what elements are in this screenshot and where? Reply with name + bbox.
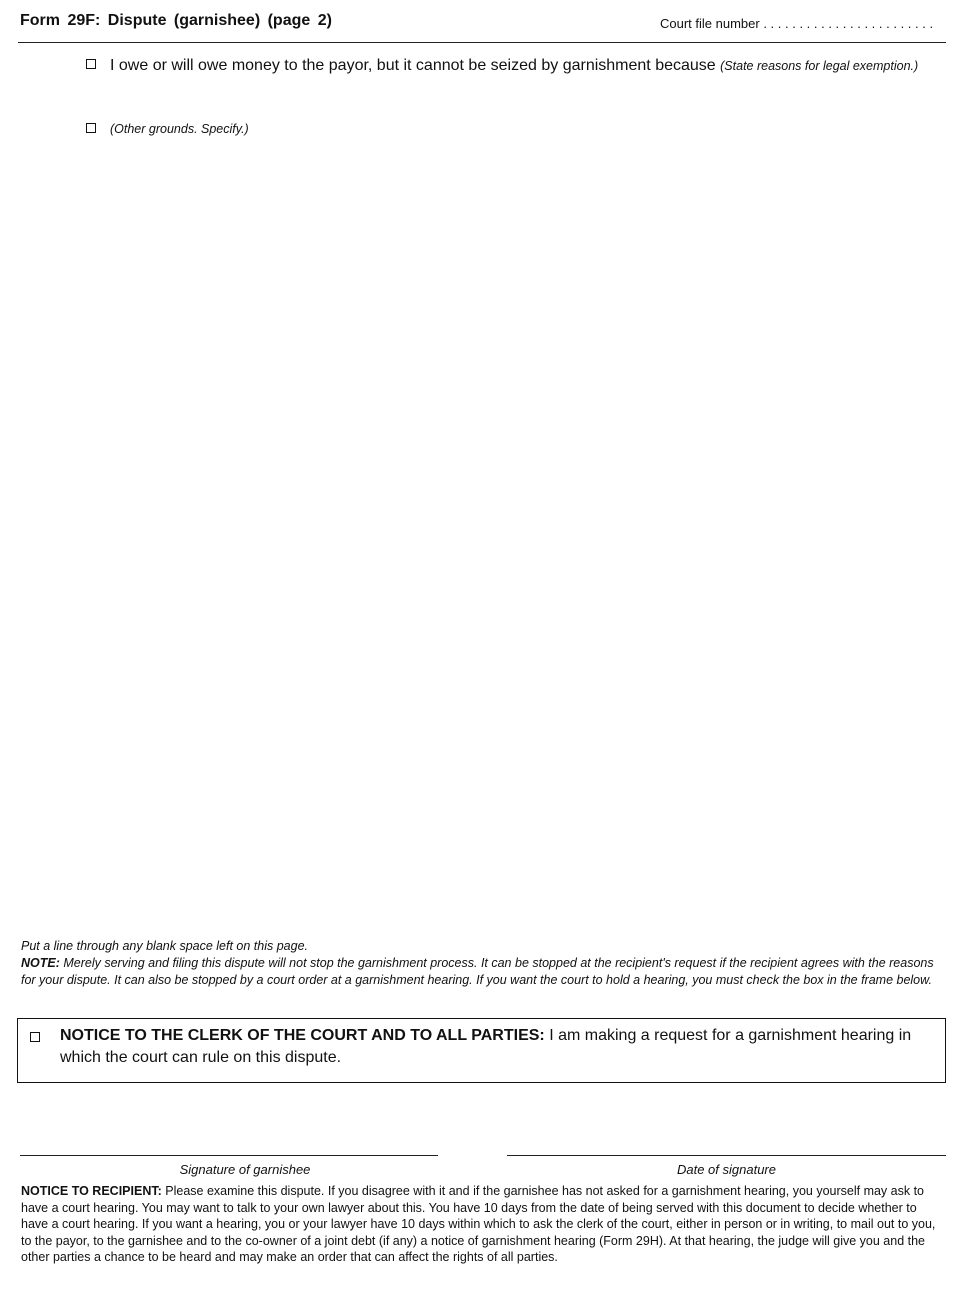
legal-exemption-label: I owe or will owe money to the payor, but it cannot be seized by garnishment because — [110, 57, 716, 74]
recipient-notice-heading: NOTICE TO RECIPIENT: — [21, 1184, 162, 1198]
form-title: Form 29F: Dispute (garnishee) (page 2) — [20, 12, 332, 29]
blank-space-instruction: Put a line through any blank space left on this page. — [21, 939, 308, 953]
clerk-notice-text: I am making a request for a garnishment hearing in which the court can rule on this dispute. — [60, 1027, 912, 1066]
note-label: NOTE: — [21, 956, 60, 970]
hearing-request-checkbox[interactable] — [30, 1032, 40, 1042]
option-legal-exemption — [86, 56, 946, 76]
date-signature-line[interactable] — [507, 1155, 946, 1156]
garnishee-signature-label: Signature of garnishee — [179, 1162, 311, 1177]
other-grounds-checkbox[interactable] — [86, 123, 96, 133]
option-other-grounds — [86, 122, 249, 136]
clerk-notice-heading: NOTICE TO THE CLERK OF THE COURT AND TO ALL PARTIES: — [60, 1027, 545, 1044]
note-block — [21, 938, 946, 989]
garnishee-signature-line[interactable] — [20, 1155, 438, 1156]
date-signature-label: Date of signature — [676, 1162, 776, 1177]
recipient-notice-text: Please examine this dispute. If you disagree with it and if the garnishee has not asked for a garnishment hearing, you yourself may ask to have a court hearing. You may want to talk to your own lawyer about this. You have 10 days from the date of being served with this document to decide whether to have a court hearing. If you want a hearing, you or your lawyer have 10 days within which to ask the clerk of the court, either in person or in writing, to mail out to you, to the payor, to the garnishee and to the co-owner of a joint debt (if any) a notice of garnishment hearing (Form 29H). At that hearing, the judge will give you and the other parties a chance to be heard and may make an order that can affect the rights of all parties. — [21, 1184, 936, 1264]
note-text: Merely serving and filing this dispute will not stop the garnishment process. It can be stopped at the recipient's request if the recipient agrees with the reasons for your dispute. It can also be stopped by a court order at a garnishment hearing. If you want the court to hold a hearing, you must check the box in the frame below. — [21, 956, 934, 987]
legal-exemption-checkbox[interactable] — [86, 59, 96, 69]
clerk-notice-frame — [17, 1018, 946, 1083]
other-grounds-label: (Other grounds. Specify.) — [110, 122, 249, 136]
header-divider — [18, 42, 946, 43]
recipient-notice — [21, 1183, 946, 1266]
court-file-number-field[interactable]: Court file number . . . . . . . . . . . . . . . . . . . . . . . . — [660, 16, 934, 31]
legal-exemption-note: (State reasons for legal exemption.) — [720, 59, 919, 73]
